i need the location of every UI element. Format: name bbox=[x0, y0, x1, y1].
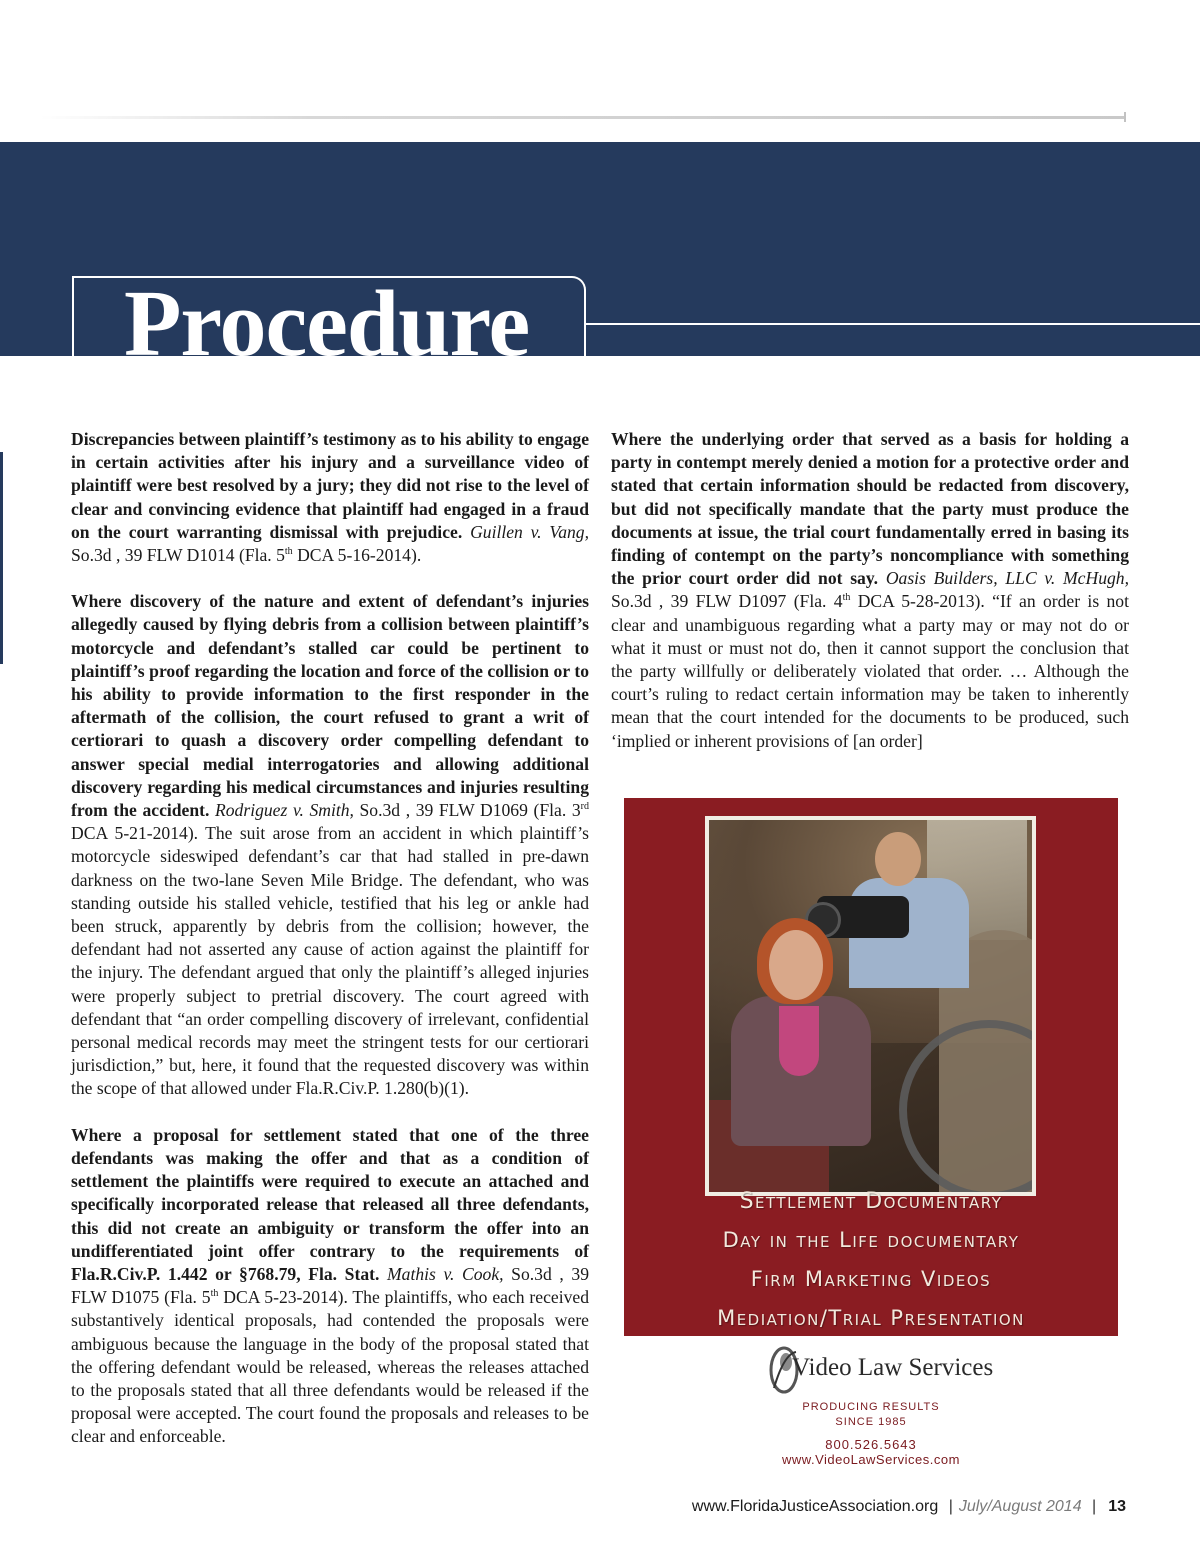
ad-line: Settlement Documentary bbox=[739, 1189, 1003, 1214]
citation-superscript: th bbox=[284, 546, 293, 558]
top-rule bbox=[40, 116, 1125, 119]
case-citation: So.3d , 39 FLW D1014 (Fla. 5 bbox=[71, 545, 285, 566]
article-holding: Where a proposal for settlement stated that one of the three defendants was making the offer and that as a condition of settlement the plaintiffs were required to execute an attached and specifically incorporated release that released all three defendants, this did not create an ambiguity or transform the offer into an undifferentiated joint offer contrary to the requirements of Fla.R.Civ.P. 1.442 or §768.79, Fla. Stat. bbox=[71, 1124, 589, 1284]
footer-separator: | bbox=[948, 1498, 953, 1515]
article-holding: Discrepancies between plaintiff’s testimony as to his ability to engage in certain activities after his injury and a surveillance video of plaintiff were best resolved by a jury; they did not rise to the level of clear and convincing evidence that plaintiff had engaged in a fraud on the court warranting dismissal with prejudice. bbox=[71, 429, 589, 542]
case-citation: So.3d , 39 FLW D1069 (Fla. 3 bbox=[353, 800, 581, 821]
left-column bbox=[71, 428, 589, 1472]
right-column bbox=[611, 428, 1129, 776]
citation-superscript: th bbox=[210, 1288, 219, 1300]
citation-superscript: th bbox=[842, 592, 851, 604]
citation-superscript: rd bbox=[580, 801, 589, 813]
company-name: Video Law Services bbox=[792, 1354, 994, 1381]
video-law-services-ad[interactable] bbox=[624, 798, 1118, 1336]
case-citation-end: DCA 5-21-2014). bbox=[71, 823, 199, 844]
page-footer bbox=[692, 1498, 1126, 1516]
article-holding: Where discovery of the nature and extent of defendant’s injuries allegedly caused by flying debris from a collision between plaintiff’s motorcycle and defendant’s stalled car could be pertinent to plaintiff’s proof regarding the location and force of the collision or to his ability to provide information to the first responder in the aftermath of the collision, the court refused to grant a writ of certiorari to quash a discovery order compelling defendant to answer special medial interrogatories and allowing additional discovery regarding his medical circumstances and injuries resulting from the accident. bbox=[71, 591, 589, 821]
company-tagline: PRODUCING RESULTS bbox=[802, 1401, 940, 1413]
page-number: 13 bbox=[1108, 1498, 1126, 1515]
case-name: Oasis Builders, LLC v. McHugh, bbox=[885, 568, 1129, 589]
footer-website[interactable]: www.FloridaJusticeAssociation.org bbox=[691, 1498, 939, 1515]
article-guillen bbox=[71, 428, 589, 567]
ad-photo bbox=[705, 816, 1036, 1196]
company-phone[interactable]: 800.526.5643 bbox=[825, 1437, 917, 1452]
company-url[interactable]: www.VideoLawServices.com bbox=[782, 1452, 960, 1467]
case-name: Rodriguez v. Smith, bbox=[215, 800, 354, 821]
video-law-services-logo bbox=[766, 1340, 994, 1400]
article-rodriguez bbox=[71, 590, 589, 1100]
case-citation-end: DCA 5-16-2014). bbox=[292, 545, 422, 566]
case-name: Guillen v. Vang, bbox=[470, 521, 589, 542]
case-citation: So.3d , 39 FLW D1097 (Fla. 4 bbox=[611, 591, 843, 612]
title-rule bbox=[586, 323, 1200, 325]
ad-line: Firm Marketing Videos bbox=[750, 1267, 992, 1291]
case-name: Mathis v. Cook, bbox=[387, 1263, 504, 1284]
ad-service-list bbox=[624, 1182, 1118, 1336]
side-marker bbox=[0, 452, 3, 664]
footer-separator: | bbox=[1092, 1498, 1097, 1515]
article-body: The suit arose from an accident in which plaintiff’s motorcycle sideswiped defendant’s car that had stalled in pre-dawn darkness on the two-lane Seven Mile Bridge. The defendant, who was standing outside his stalled vehicle, testified that his leg or ankle had been struck, apparently by debris from the collision; however, the defendant had not asserted any cause of action against the plaintiff for the injury. The defendant argued that only the plaintiff’s alleged injuries were properly subject to pretrial discovery. The court agreed with defendant that “an order compelling discovery of irrelevant, confidential personal medical records may meet the stringent tests for our certiorari jurisdiction,” but, here, it found that the requested discovery was within the scope of that allowed under Fla.R.Civ.P. 1.280(b)(1). bbox=[71, 823, 589, 1099]
article-mathis bbox=[71, 1124, 589, 1449]
article-body: “If an order is not clear and unambiguous regarding what a party may or may not do or what it must or must not do, then it cannot support the conclusion that the party willfully or deliberately violated that order. … Although the court’s ruling to redact certain information may be taken to inherently mean that the court intended for the documents to be produced, such ‘implied or inherent provisions of [an order] bbox=[611, 591, 1129, 751]
footer-issue: July/August 2014 bbox=[958, 1498, 1082, 1515]
top-rule-tick bbox=[1124, 112, 1126, 122]
article-body: The plaintiffs, who each received substantively identical proposals, had contended the proposals were ambiguous because the language in the body of the proposal stated that the offering defendant would be released, whereas the releases attached to the proposals stated that all three defendants would be released if the proposal were accepted. The court found the proposals and releases to be clear and enforceable. bbox=[71, 1287, 590, 1447]
ad-line: Day in the Life documentary bbox=[722, 1228, 1020, 1252]
article-oasis bbox=[611, 428, 1129, 753]
page-title: Procedure bbox=[124, 272, 530, 376]
article-holding: Where the underlying order that served as a basis for holding a party in contempt merely denied a motion for a protective order and stated that certain information should be redacted from discovery, but did not specifically mandate that the party must produce the documents at issue, the trial court fundamentally erred in basing its finding of contempt on the party’s noncompliance with something the prior court order did not say. bbox=[611, 429, 1129, 589]
ad-line: Mediation/Trial Presentation bbox=[717, 1306, 1025, 1330]
case-citation-end: DCA 5-28-2013). bbox=[850, 591, 985, 612]
company-since: SINCE 1985 bbox=[835, 1416, 907, 1428]
case-citation: So.3d , 39 FLW D1075 (Fla. 5 bbox=[71, 1263, 589, 1308]
case-citation-end: DCA 5-23-2014). bbox=[218, 1287, 348, 1308]
